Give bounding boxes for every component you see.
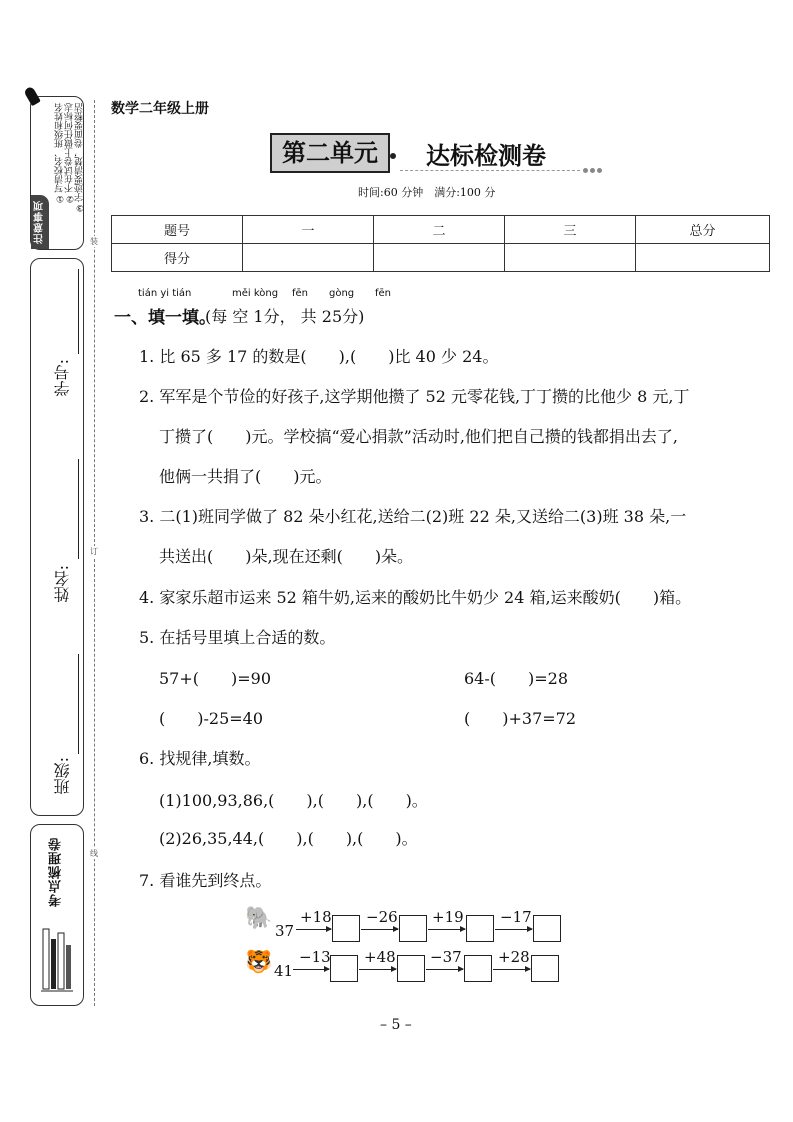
notice-item: ②不在试卷上做任何标志 [65, 103, 75, 203]
notice-heading: 注意事项 [31, 195, 49, 249]
equation: 64-( )=28 [464, 669, 569, 688]
row-label: 得分 [112, 244, 243, 272]
table-header: 一 [243, 216, 374, 244]
operation-label: +19 [432, 908, 464, 926]
arrow [493, 969, 530, 970]
arrow [361, 929, 398, 930]
pinyin: tián yi tián [138, 288, 192, 299]
arrow [359, 969, 396, 970]
name-line[interactable] [78, 459, 79, 559]
operation-label: +18 [300, 908, 332, 926]
decor-dot [590, 168, 595, 173]
question-1: 1. 比 65 多 17 的数是( ),( )比 40 少 24。 [139, 347, 499, 366]
operation-label: −13 [299, 948, 331, 966]
equation: 57+( )=90 [159, 669, 272, 688]
operation-label: −37 [430, 948, 462, 966]
binding-mark: 线 [90, 849, 98, 858]
score-cell[interactable] [505, 244, 636, 272]
question-7: 7. 看谁先到终点。 [139, 871, 272, 890]
notice-item: ③字迹要清楚，卷面要整洁 [75, 103, 85, 212]
operation-label: −17 [500, 908, 532, 926]
exam-title: 达标检测卷 [426, 142, 546, 170]
answer-box[interactable] [330, 955, 358, 982]
pinyin: fēn [292, 288, 309, 299]
book-title: 数学二年级上册 [111, 101, 209, 117]
answer-box[interactable] [466, 915, 494, 942]
table-header: 总分 [636, 216, 770, 244]
arrow [296, 929, 331, 930]
student-id-line[interactable] [78, 269, 79, 354]
question-5: 5. 在括号里填上合适的数。 [139, 628, 336, 647]
section-title: 一、填一填。 [114, 308, 216, 328]
student-info-box [30, 258, 84, 816]
answer-box[interactable] [464, 955, 492, 982]
question-2-line: 他俩一共捐了( )元。 [159, 467, 332, 486]
answer-box[interactable] [533, 915, 561, 942]
answer-box[interactable] [397, 955, 425, 982]
operation-label: +28 [498, 948, 530, 966]
title-dot [390, 153, 396, 159]
start-number: 41 [274, 962, 294, 980]
question-3-line: 3. 二(1)班同学做了 82 朵小红花,送给二(2)班 22 朵,又送给二(3)班 38 朵,一 [139, 507, 687, 526]
question-4: 4. 家家乐超市运来 52 箱牛奶,运来的酸奶比牛奶少 24 箱,运来酸奶( )箱。 [139, 588, 692, 607]
brand-label: 考点梳理卷 [49, 837, 64, 907]
arrow [293, 969, 329, 970]
pinyin: měi kòng [232, 288, 279, 299]
question-6: 6. 找规律,填数。 [139, 749, 261, 768]
table-row [112, 244, 770, 272]
score-table [111, 215, 770, 272]
pinyin: fēn [375, 288, 392, 299]
answer-box[interactable] [399, 915, 427, 942]
arrow [426, 969, 463, 970]
page-number: – 5 – [380, 1017, 412, 1033]
pinyin: gòng [329, 288, 355, 299]
answer-box[interactable] [332, 915, 360, 942]
student-id-label: 学号: [53, 359, 72, 397]
operation-label: −26 [366, 908, 398, 926]
title-underline [400, 170, 580, 172]
section-note: (每 空 1分， 共 25分) [205, 307, 365, 326]
answer-box[interactable] [531, 955, 559, 982]
binding-mark: 订 [90, 547, 98, 556]
notice-box [30, 96, 84, 250]
sequence: (2)26,35,44,( ),( ),( )。 [159, 829, 418, 848]
tiger-icon: 🐯 [245, 950, 273, 975]
equation: ( )+37=72 [464, 709, 577, 728]
time-info: 时间:60 分钟 满分:100 分 [358, 186, 496, 199]
brand-box [30, 824, 84, 1006]
arrow [495, 929, 532, 930]
class-label: 班级: [53, 757, 72, 795]
class-line[interactable] [78, 654, 79, 754]
elephant-icon: 🐘 [245, 906, 273, 931]
equation: ( )-25=40 [159, 709, 264, 728]
table-header: 三 [505, 216, 636, 244]
notice-item: ①写清校名、班级和姓名 [55, 103, 65, 203]
name-label: 姓名: [53, 565, 72, 603]
unit-title: 第二单元 [270, 133, 390, 173]
table-header: 题号 [112, 216, 243, 244]
binding-mark: 装 [90, 237, 98, 246]
sequence: (1)100,93,86,( ),( ),( )。 [159, 791, 428, 810]
operation-label: +48 [364, 948, 396, 966]
score-cell[interactable] [374, 244, 505, 272]
question-2-line: 2. 军军是个节俭的好孩子,这学期他攒了 52 元零花钱,丁丁攒的比他少 8 元,丁 [139, 387, 690, 406]
books-icon [39, 925, 75, 997]
exclamation-icon [23, 86, 41, 107]
table-header: 二 [374, 216, 505, 244]
question-3-line: 共送出( )朵,现在还剩( )朵。 [159, 547, 414, 566]
score-cell[interactable] [636, 244, 770, 272]
score-cell[interactable] [243, 244, 374, 272]
arrow [428, 929, 465, 930]
question-2-line: 丁攒了( )元。学校搞“爱心捐款”活动时,他们把自己攒的钱都捐出去了, [159, 427, 679, 446]
start-number: 37 [275, 922, 295, 940]
decor-dot [597, 168, 602, 173]
table-row [112, 216, 770, 244]
decor-dot [583, 168, 588, 173]
